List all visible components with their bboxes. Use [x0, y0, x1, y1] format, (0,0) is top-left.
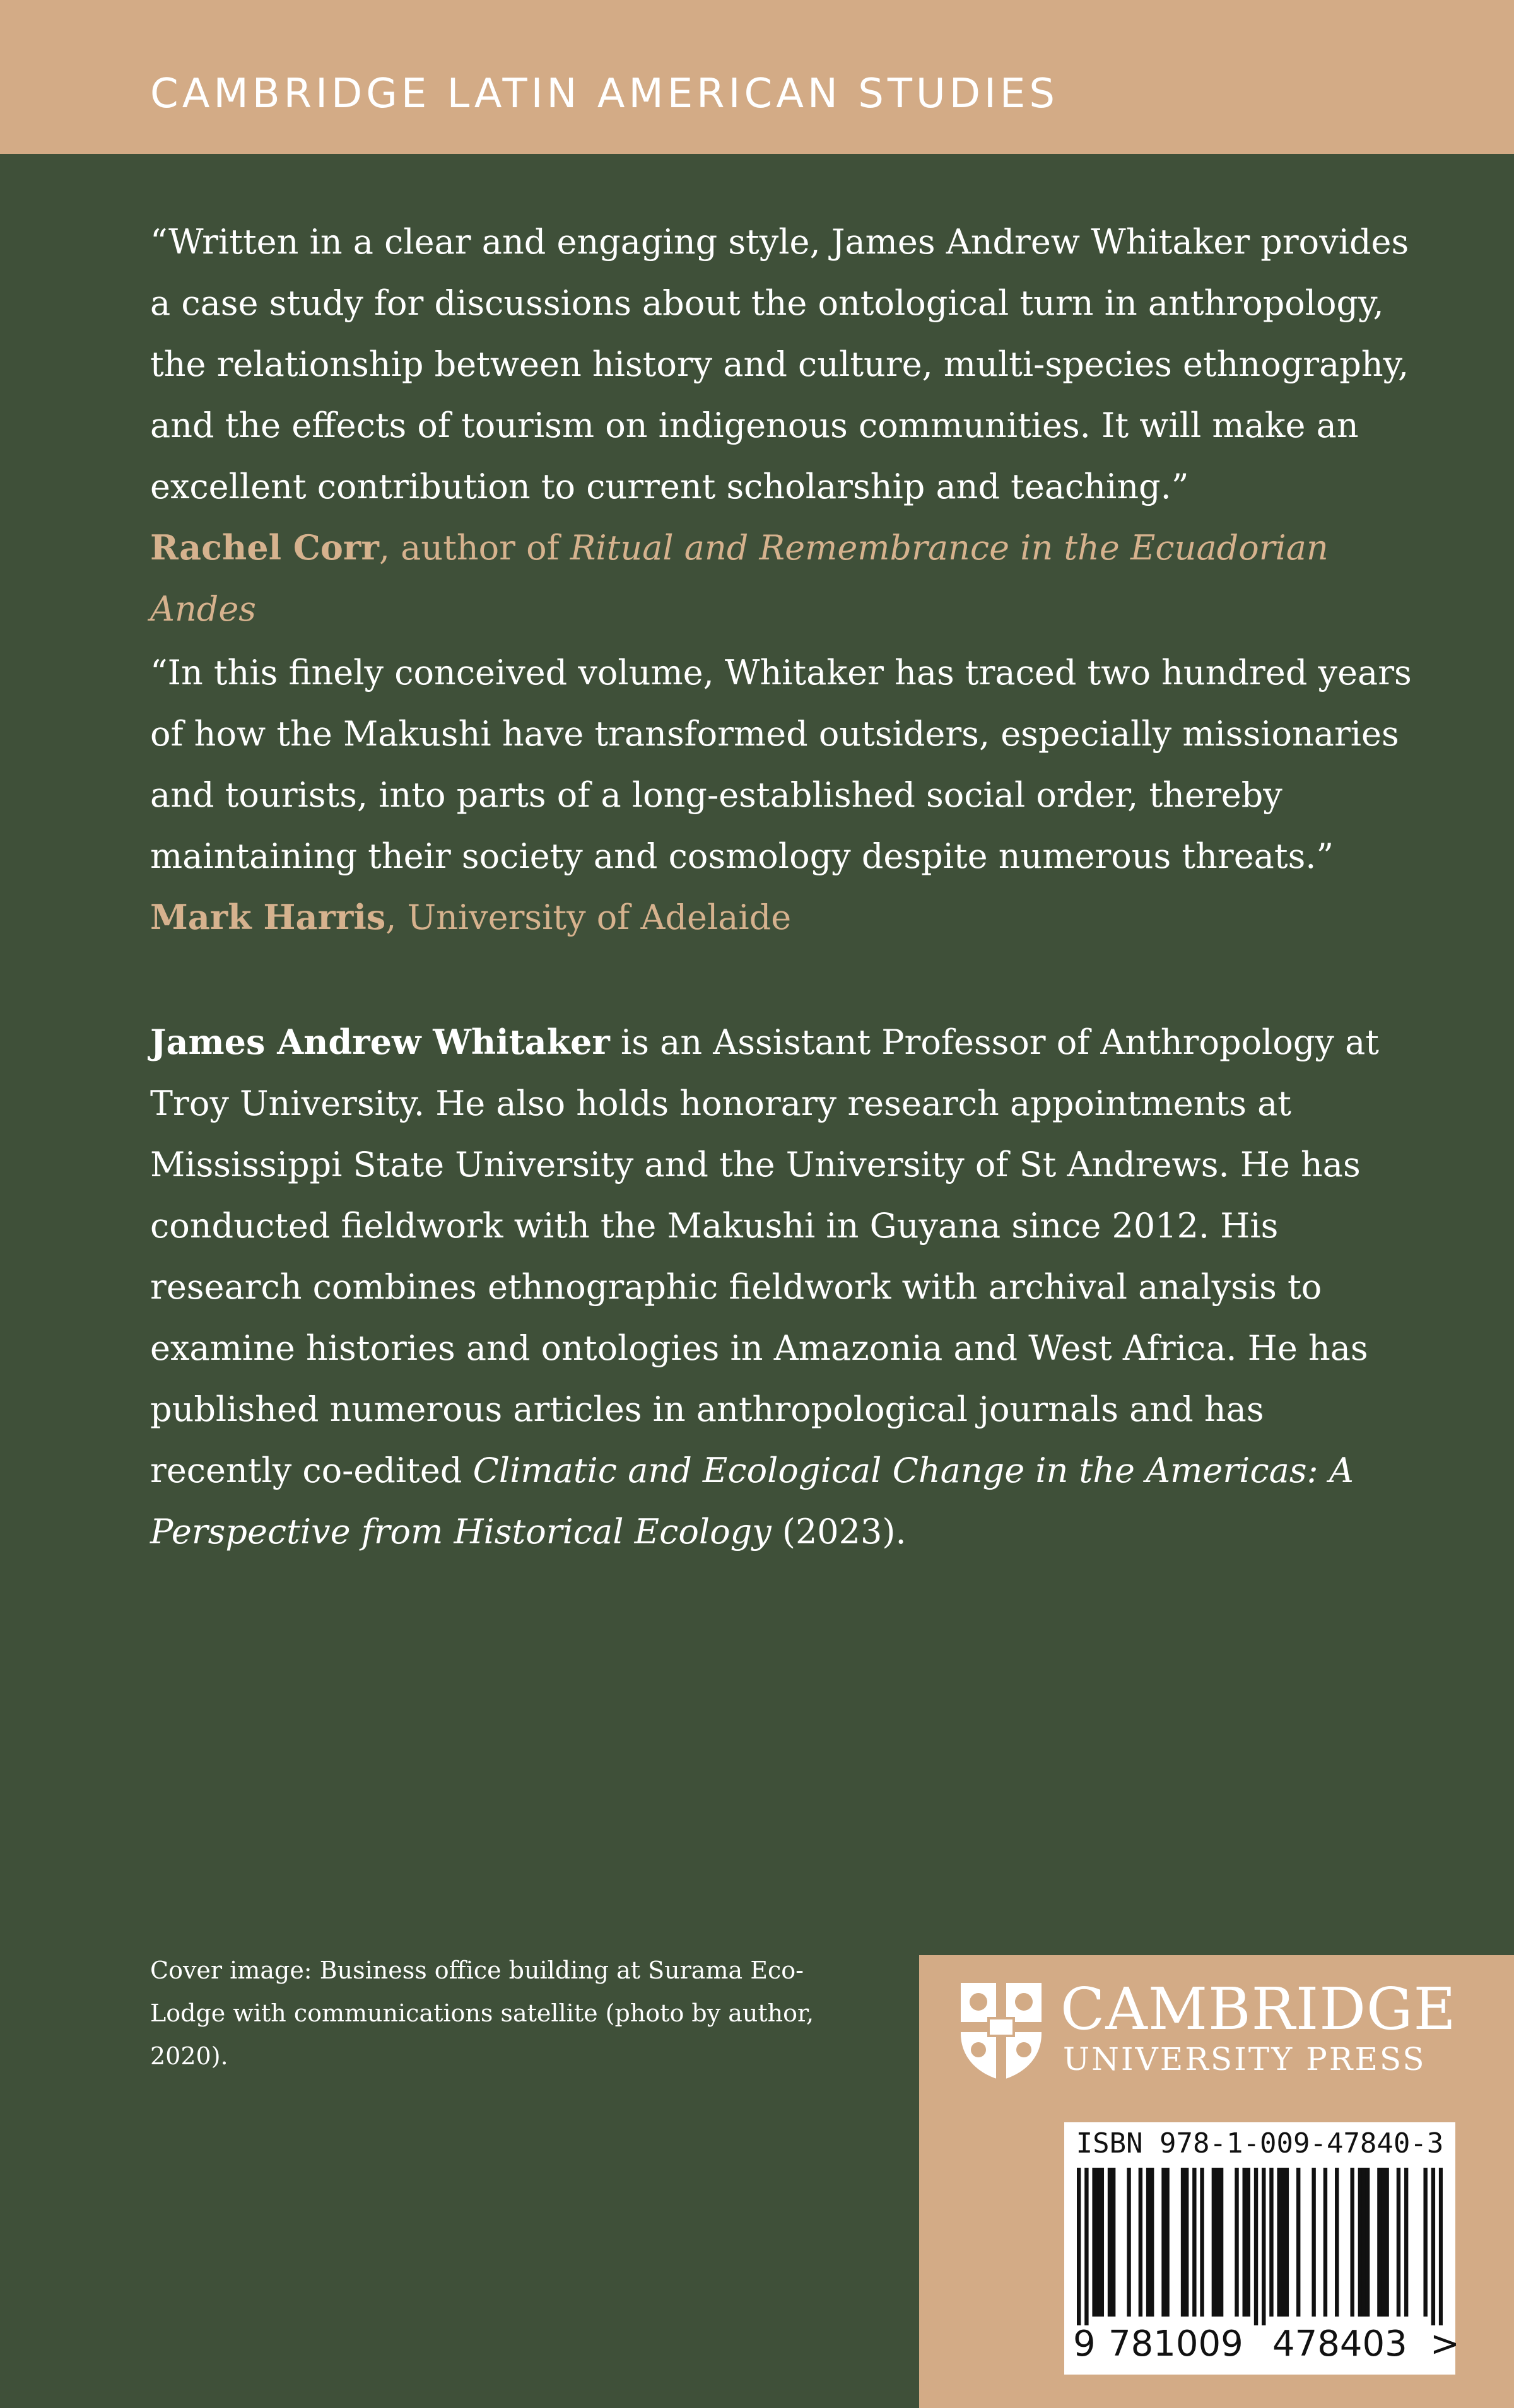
barcode-bar	[1212, 2168, 1216, 2317]
barcode-bar	[1423, 2168, 1427, 2317]
barcode-bar	[1235, 2168, 1238, 2317]
barcode-bar	[1112, 2168, 1115, 2317]
endorser-book-title: Ritual and Remembrance in the Ecuadorian Andes	[150, 528, 1329, 629]
barcode-bar	[1277, 2168, 1281, 2317]
barcode-bar	[1381, 2168, 1385, 2317]
barcode-bar	[1100, 2168, 1104, 2317]
barcode-digits-right: 478403	[1272, 2323, 1407, 2364]
publisher-subname: UNIVERSITY PRESS	[1063, 2041, 1426, 2078]
barcode-bar	[1092, 2168, 1096, 2317]
barcode-bar	[1216, 2168, 1219, 2317]
endorsement-1	[150, 211, 1412, 640]
endorser-credit	[150, 517, 1412, 640]
barcode-bar	[1366, 2168, 1370, 2317]
isbn-barcode	[1064, 2122, 1460, 2375]
author-bio	[150, 1012, 1412, 1562]
barcode-bar	[1431, 2168, 1435, 2325]
author-book-title: Climatic and Ecological Change in the Americas: A Perspective from Historical Ecology	[150, 1451, 1354, 1552]
barcode-digits	[1064, 2323, 1460, 2373]
barcode-bars	[1077, 2168, 1443, 2325]
endorser-affiliation-prefix: , author of	[378, 528, 570, 568]
barcode-bar	[1200, 2168, 1204, 2317]
barcode-bar	[1385, 2168, 1388, 2317]
barcode-bar	[1243, 2168, 1247, 2317]
barcode-bar	[1185, 2168, 1188, 2317]
series-title: CAMBRIDGE LATIN AMERICAN STUDIES	[150, 71, 1059, 117]
endorser-credit	[150, 887, 1412, 948]
barcode-digit-lead: 9	[1073, 2323, 1096, 2364]
barcode-bar	[1285, 2168, 1289, 2317]
author-bio-text: is an Assistant Professor of Anthropology at Troy University. He also holds honorary research appointments at Mississippi State University and the University of St Andrews. He has conducted fieldwork with the Makushi in Guyana since 2012. His research combines ethnographic fieldwork with archival analysis to examine histories and ontologies in Amazonia and West Africa. He has published numerous articles in anthropological journals and has recently co-edited	[150, 1022, 1379, 1490]
barcode-bar	[1161, 2168, 1165, 2317]
university-crest-icon	[957, 1979, 1045, 2083]
barcode-bar	[1150, 2168, 1154, 2317]
barcode-bar	[1254, 2168, 1258, 2325]
barcode-bar	[1312, 2168, 1315, 2317]
barcode-bar	[1323, 2168, 1327, 2317]
endorser-name: Rachel Corr	[150, 527, 379, 568]
barcode-bar	[1397, 2168, 1400, 2317]
author-book-year: (2023).	[771, 1512, 907, 1552]
barcode-bar	[1262, 2168, 1265, 2325]
barcode-bar	[1219, 2168, 1223, 2317]
barcode-bar	[1108, 2168, 1112, 2317]
barcode-bar	[1247, 2168, 1250, 2317]
barcode-bar	[1139, 2168, 1142, 2317]
barcode-bar	[1269, 2168, 1273, 2317]
barcode-bar	[1146, 2168, 1150, 2317]
barcode-bar	[1362, 2168, 1366, 2317]
author-name: James Andrew Whitaker	[150, 1022, 610, 1062]
barcode-digits-left: 781009	[1108, 2323, 1243, 2364]
barcode-bar	[1165, 2168, 1169, 2317]
publisher-panel	[919, 1955, 1514, 2408]
barcode-bar	[1281, 2168, 1285, 2317]
endorsement-quote: “Written in a clear and engaging style, James Andrew Whitaker provides a case study for discussions about the ontological turn in anthropology, the relationship between history and culture, multi-species ethnography, and the effects of tourism on indigenous communities. It will make an excellent contribution to current scholarship and teaching.”	[150, 222, 1409, 506]
barcode-bar	[1077, 2168, 1081, 2325]
barcode-digit-end: >	[1430, 2323, 1460, 2364]
isbn-label: ISBN 978-1-009-47840-3	[1076, 2127, 1444, 2160]
barcode-bar	[1335, 2168, 1339, 2317]
barcode-bar	[1377, 2168, 1381, 2317]
barcode-bar	[1358, 2168, 1362, 2317]
barcode-bar	[1127, 2168, 1130, 2317]
publisher-name: CAMBRIDGE	[1060, 1975, 1457, 2043]
cover-image-credit: Cover image: Business office building at Surama Eco-Lodge with communications satellite (photo by author, 2020).	[150, 1956, 814, 2070]
endorsement-2	[150, 642, 1412, 948]
barcode-bar	[1296, 2168, 1300, 2317]
barcode-bar	[1439, 2168, 1443, 2325]
series-band	[0, 0, 1514, 154]
endorser-name: Mark Harris	[150, 897, 386, 937]
barcode-bar	[1096, 2168, 1100, 2317]
barcode-bar	[1192, 2168, 1196, 2317]
barcode-bar	[1084, 2168, 1088, 2325]
endorser-affiliation: , University of Adelaide	[385, 897, 792, 937]
endorsement-quote: “In this finely conceived volume, Whitaker has traced two hundred years of how the Makushi have transformed outsiders, especially missionaries and tourists, into parts of a long-established social order, thereby maintaining their society and cosmology despite numerous threats.”	[150, 653, 1412, 876]
barcode-bar	[1181, 2168, 1185, 2317]
barcode-bar	[1350, 2168, 1354, 2317]
barcode-bar	[1404, 2168, 1408, 2317]
